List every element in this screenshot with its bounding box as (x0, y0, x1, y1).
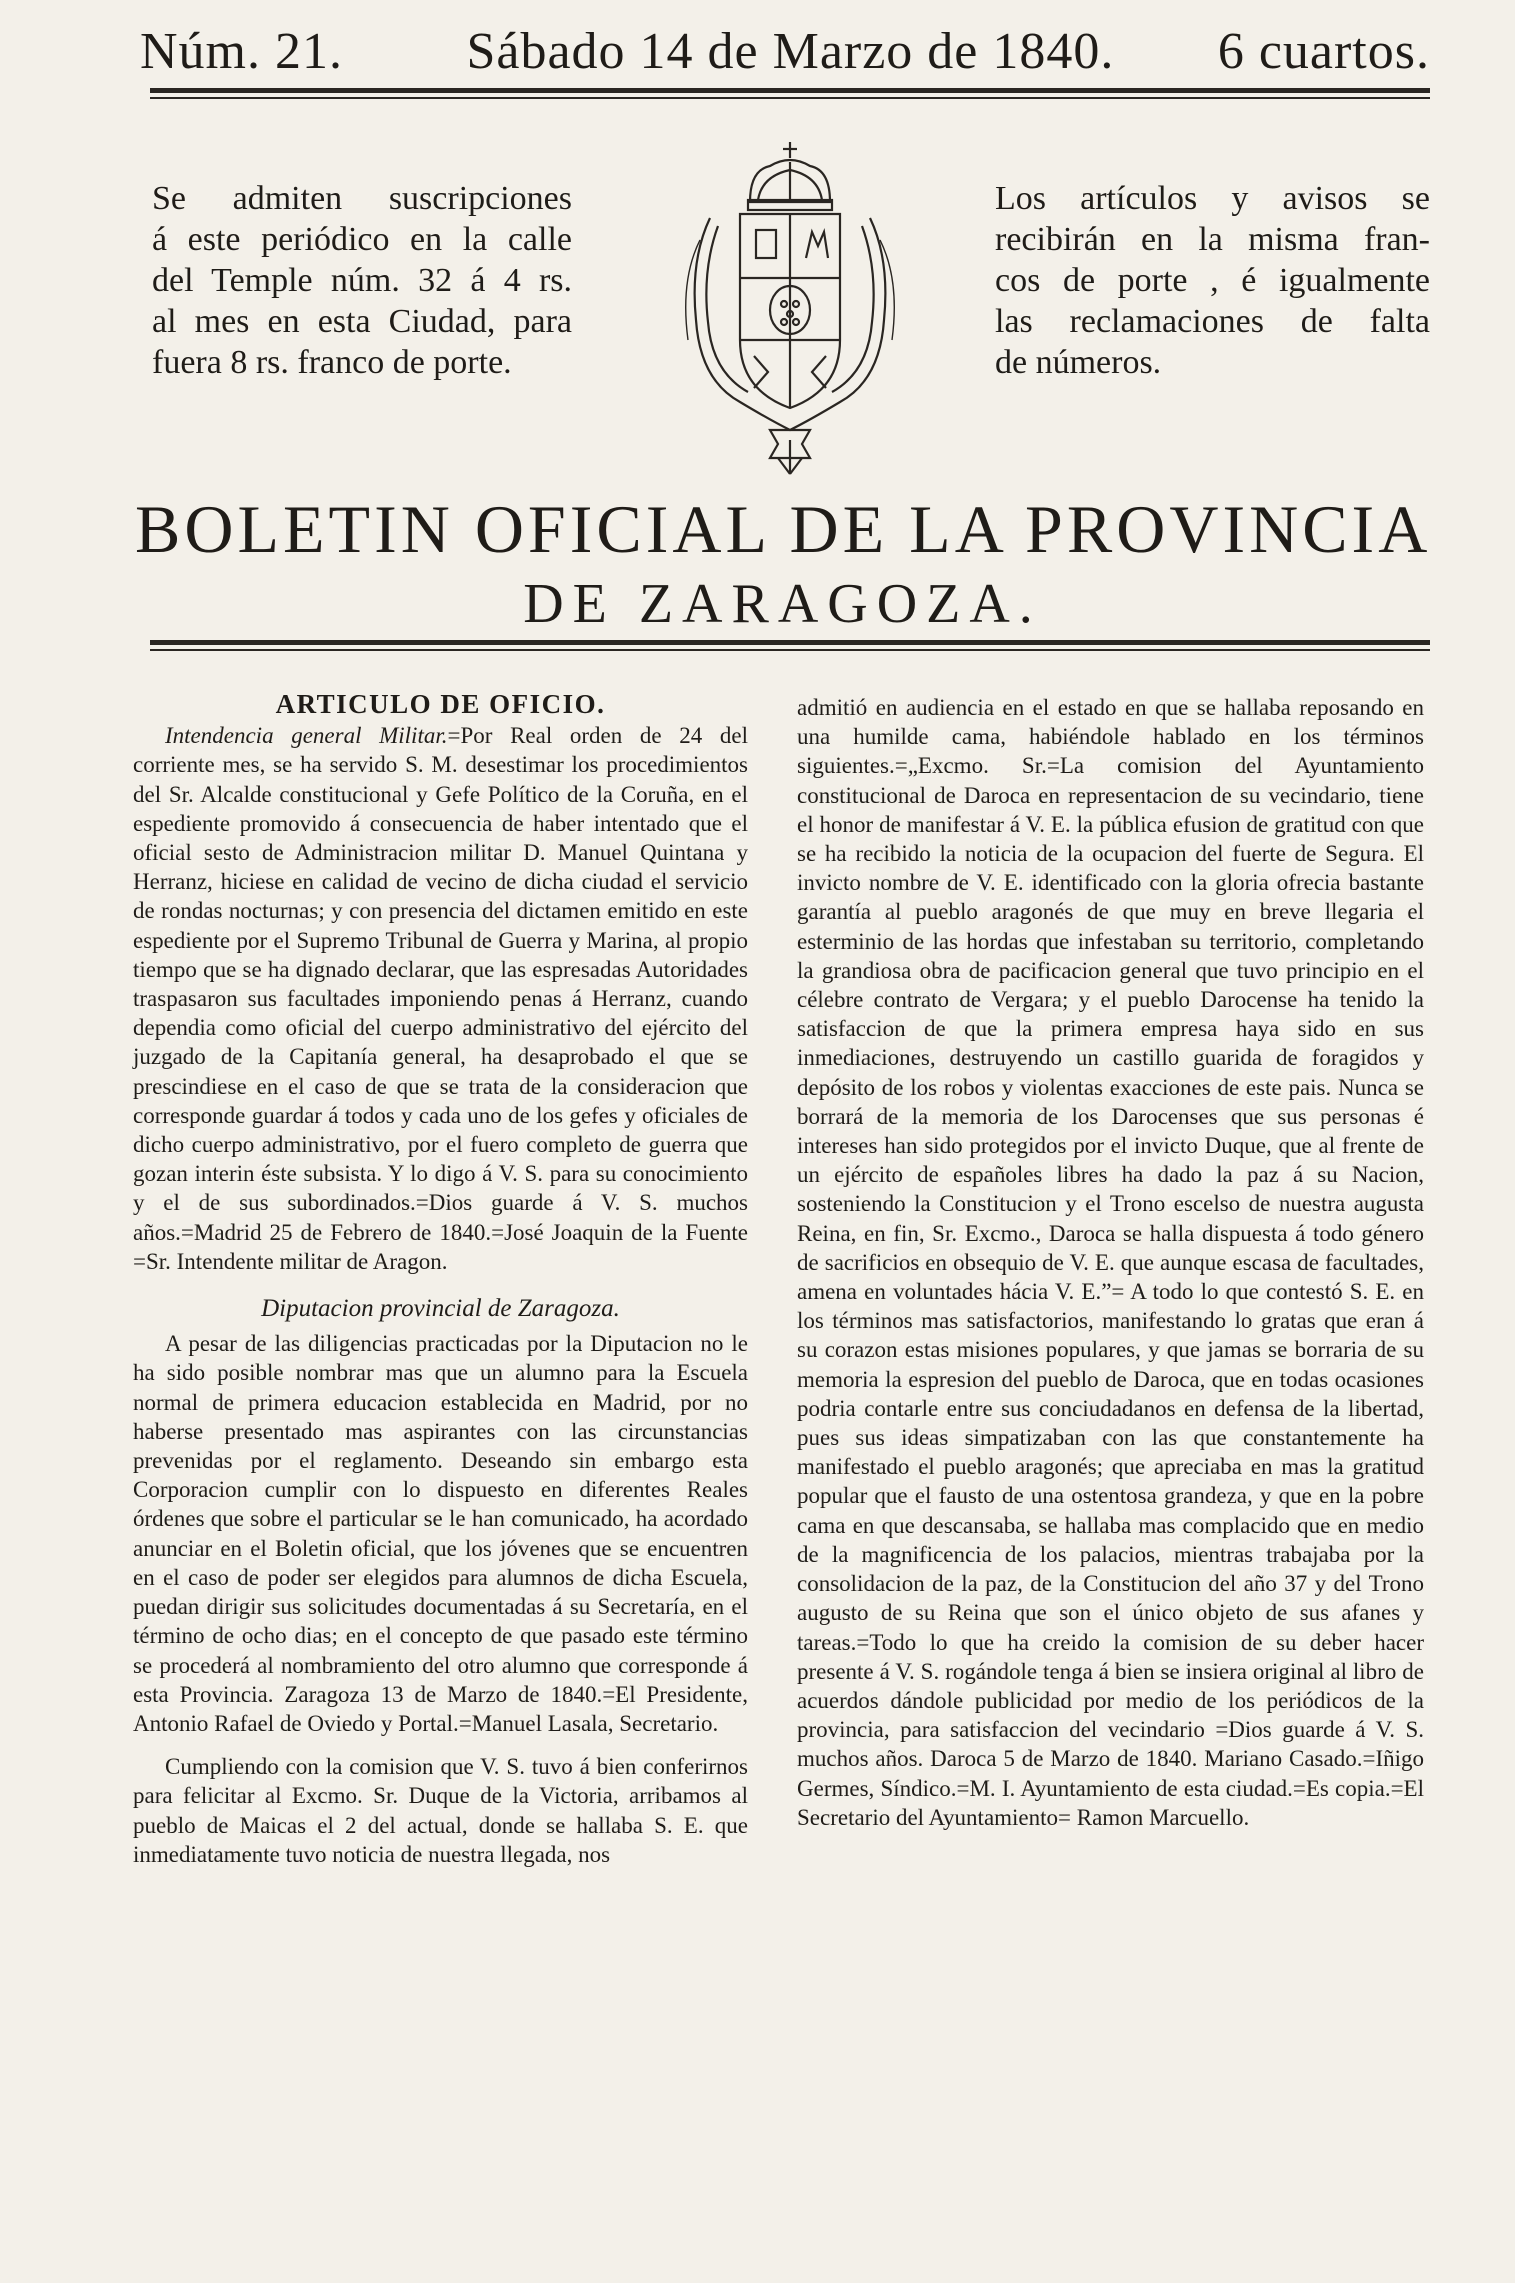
article-label: Intendencia general Militar. (165, 723, 448, 749)
right-column (797, 693, 1424, 1832)
notice-line: de números. (995, 344, 1162, 381)
issue-price: 6 cuartos. (1217, 23, 1430, 80)
subscription-line: á este periódico en la calle (152, 221, 572, 258)
masthead-rule-thin (150, 97, 1430, 99)
subscription-box (152, 178, 572, 383)
newspaper-subtitle: DE ZARAGOZA. (523, 573, 1042, 635)
issue-number: Núm. 21. (140, 23, 343, 80)
notice-line: recibirán en la misma fran- (995, 221, 1430, 258)
title-rule (150, 640, 1430, 645)
masthead (140, 22, 1430, 82)
subscription-line: al mes en esta Ciudad, para (152, 303, 572, 340)
issue-date: Sábado 14 de Marzo de 1840. (466, 23, 1115, 80)
left-column (133, 690, 748, 1869)
section-heading: ARTICULO DE OFICIO. (275, 689, 606, 719)
newspaper-title: BOLETIN OFICIAL DE LA PROVINCIA (135, 491, 1432, 567)
notice-line: cos de porte , é igualmente (995, 262, 1430, 299)
notice-box (995, 178, 1430, 383)
subscription-line: del Temple núm. 32 á 4 rs. (152, 262, 572, 299)
article-intendencia (133, 721, 748, 1276)
notice-line: Los artículos y avisos se (995, 180, 1430, 217)
paragraph-gap (133, 1738, 748, 1752)
article-diputacion: A pesar de las diligencias practicadas por la Diputacion no le ha sido posible nombrar mas que un alumno para la Escuela normal de primera educacion establecida en Madrid, por no haberse presentado mas aspirantes con las circunstancias prevenidas por el reglamento. Deseando sin embargo esta Corporacion cumplir con lo dispuesto en diferentes Reales órdenes que sobre el particular se le han comunicado, ha acordado anunciar en el Boletin oficial, que los jóvenes que se encuentren en el caso de poder ser elegidos para alumnos de dicha Escuela, puedan dirigir sus solicitudes documentadas á su Secretaría, en el término de ocho dias; en el concepto de que pasado este término se procederá al nombramiento del otro alumno que corresponde á esta Provincia. Zaragoza 13 de Marzo de 1840.=El Presidente, Antonio Rafael de Oviedo y Portal.=Manuel Lasala, Secretario. (133, 1331, 748, 1736)
notice-line: las reclamaciones de falta (995, 303, 1430, 340)
masthead-rule (150, 88, 1430, 93)
subscription-line: fuera 8 rs. franco de porte. (152, 344, 512, 381)
article-comision: Cumpliendo con la comision que V. S. tuvo á bien conferirnos para felicitar al Excmo. Sr. Duque de la Victoria, arribamos al pueblo de Maicas el 2 del actual, donde se hallaba S. E. que inmediatamente tuvo noticia de nuestra llegada, nos (133, 1754, 748, 1867)
royal-coat-of-arms-icon (670, 140, 910, 475)
title-rule-thin (150, 649, 1430, 651)
subscription-line: Se admiten suscripciones (152, 180, 572, 217)
subsection-heading: Diputacion provincial de Zaragoza. (261, 1295, 620, 1323)
article-comision-continued: admitió en audiencia en el estado en que se hallaba reposando en una humilde cama, habiéndole hablado en los términos siguientes.=„Excmo. Sr.=La comision del Ayuntamiento constitucional de Daroca en representacion de su vecindario, tiene el honor de manifestar á V. E. la pública efusion de gratitud con que se ha recibido la noticia de la ocupacion del fuerte de Segura. El invicto nombre de V. E. identificado con la gloria ofrecia bastante garantía al pueblo aragonés de que muy en breve llegaria el esterminio de las hordas que infestaban su territorio, completando la grandiosa obra de pacificacion general que tuvo principio en el célebre contrato de Vergara; y el pueblo Darocense ha tenido la satisfaccion de que la primera empresa haya sido en sus inmediaciones, destruyendo un castillo guarida de foragidos y depósito de los robos y violentas exacciones de este pais. Nunca se borrará de la memoria de los Darocenses que sus personas é intereses han sido protegidos por el invicto Duque, que al frente de un ejército de españoles libres ha dado la paz á su Nacion, sosteniendo la Constitucion y el Trono escelso de nuestra augusta Reina, en fin, Sr. Excmo., Daroca se halla dispuesta á todo género de sacrificios en obsequio de V. E. que aunque escasa de facultades, amena en voluntades hácia V. E.”= A todo lo que contestó S. E. en los términos mas satisfactorios, manifestando lo gratas que eran á su corazon estas misiones populares, y que jamas se borraria de su memoria la espresion del pueblo de Daroca, que en todas ocasiones podria contarle entre sus conciudadanos en defensa de la libertad, pues sus ideas simpatizaban con las que constantemente ha manifestado el pueblo aragonés; que apreciaba en mas la gratitud popular que el fausto de una ostentosa grandeza, y que en la pobre cama en que descansaba, se hallaba mas complacido que en medio de la magnificencia de los palacios, mientras trabajaba por la consolidacion de la paz, de la Constitucion del año 37 y del Trono augusto de su Reina que son el único objeto de sus afanes y tareas.=Todo lo que ha creido la comision de su deber hacer presente á V. S. rogándole tenga á bien se insiera original al libro de acuerdos dándole publicidad por medio de los periódicos de la provincia, para satisfaccion del vecindario =Dios guarde á V. S. muchos años. Daroca 5 de Marzo de 1840. Mariano Casado.=Iñigo Germes, Síndico.=M. I. Ayuntamiento de esta ciudad.=Es copia.=El Secretario del Ayuntamiento= Ramon Marcuello. (797, 695, 1424, 1830)
article-body: =Por Real orden de 24 del corriente mes, se ha servido S. M. desestimar los procedimientos del Sr. Alcalde constitucional y Gefe Político de la Coruña, en el espediente promovido á consecuencia de haber intentado que el oficial sesto de Administracion militar D. Manuel Quintana y Herranz, hiciese en calidad de vecino de dicha ciudad el servicio de rondas nocturnas; y con presencia del dictamen emitido en este espediente por el Supremo Tribunal de Guerra y Marina, al propio tiempo que se ha dignado declarar, que las espresadas Autoridades traspasaron sus facultades imponiendo penas á Herranz, cuando dependia como oficial del cuerpo administrativo del ejército del juzgado de la Capitanía general, ha desaprobado el que se prescindiese en el caso de que se trata de la consideracion que corresponde guardar á todos y cada uno de los gefes y oficiales de dicho cuerpo administrativo, por el fuero completo de guerra que gozan interin éste subsista. Y lo digo á V. S. para su conocimiento y el de sus subordinados.=Dios guarde á V. S. muchos años.=Madrid 25 de Febrero de 1840.=José Joaquin de la Fuente =Sr. Intendente militar de Aragon. (133, 723, 748, 1274)
